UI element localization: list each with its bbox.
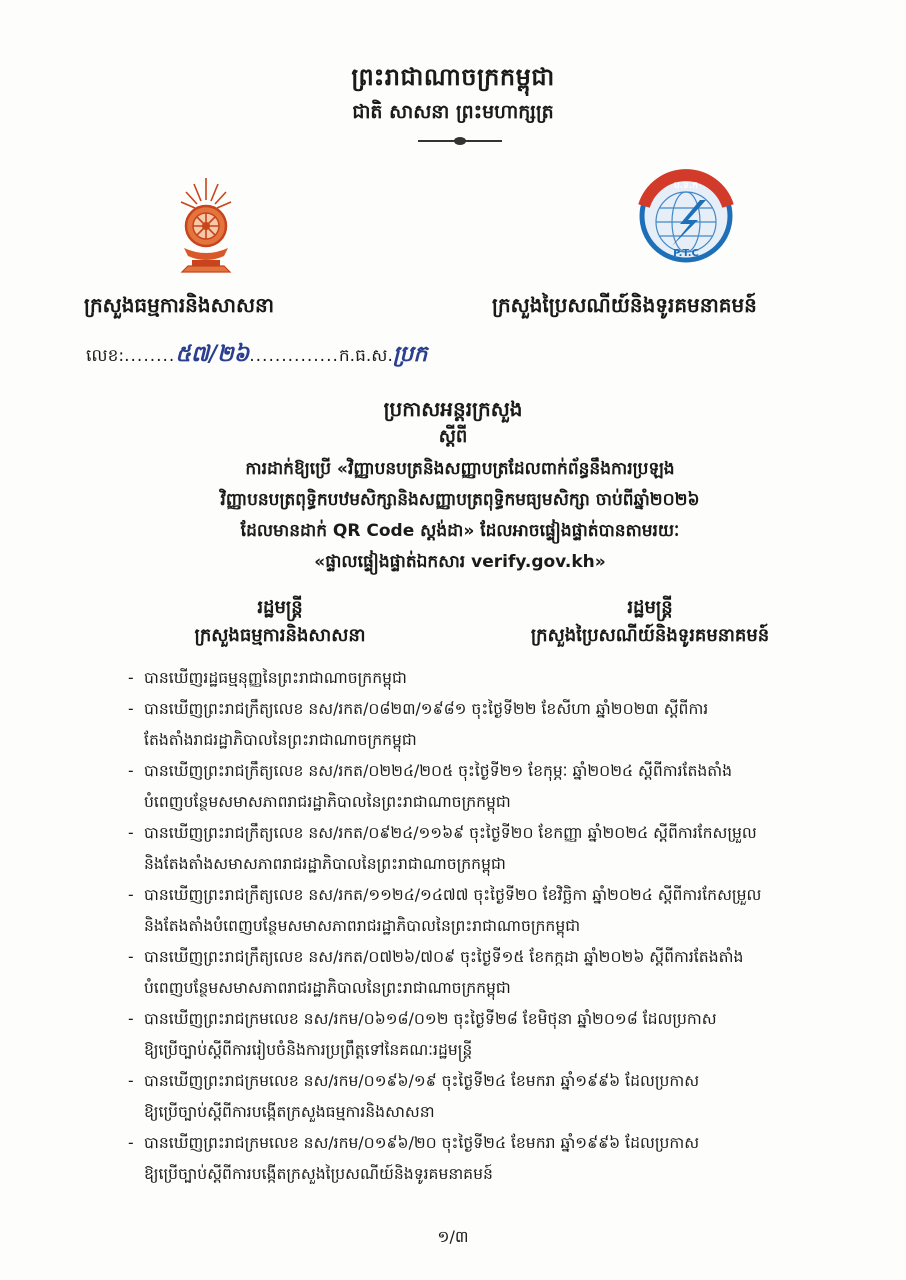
minister-ministry: ក្រសួងប្រៃសណីយ៍និងទូរគមនាគមន៍ — [530, 625, 770, 646]
minister-title: រដ្ឋមន្ត្រី — [627, 597, 673, 618]
reference-line: ឱ្យប្រើច្បាប់ស្តីពីការបង្កើតក្រសួងប្រៃសណីយ៍និងទូរគមនាគមន៍ — [144, 1165, 493, 1183]
minister-ministry: ក្រសួងធម្មការនិងសាសនា — [194, 625, 366, 646]
list-item: - បានឃើញព្រះរាជក្រឹត្យលេខ នស/រកត/០២២៤/២០៥ ចុះថ្ងៃទី២១ ខែកុម្ភៈ ឆ្នាំ២០២៤ ស្តីពីការតែងតាំង បំពេញបន្ថែមសមាសភាពរាជរដ្ឋាភិបាលនៃព្រះរាជាណាចក្រកម្ពុជា — [128, 756, 840, 818]
document-about: ស្តីពី — [438, 426, 468, 447]
reference-handwritten-number: ៥៧/២៦ — [175, 341, 250, 367]
list-item: - បានឃើញព្រះរាជក្រឹត្យលេខ នស/រកត/០៨២៣/១៩៨១ ចុះថ្ងៃទី២២ ខែសីហា ឆ្នាំ២០២៣ ស្តីពីការ តែងតាំងរាជរដ្ឋាភិបាលនៃព្រះរាជាណាចក្រកម្ពុជា — [128, 694, 840, 756]
reference-dots-b: .............. — [249, 346, 339, 366]
reference-line: បានឃើញព្រះរាជក្រមលេខ នស/រកម/០១៩៦/២០ ចុះថ្ងៃទី២៤ ខែមករា ឆ្នាំ១៩៩៦ ដែលប្រកាស — [144, 1134, 700, 1152]
list-item: - បានឃើញព្រះរាជក្រឹត្យលេខ នស/រកត/០៧២៦/៧០៩ ចុះថ្ងៃទី១៥ ខែកក្កដា ឆ្នាំ២០២៦ ស្តីពីការតែងតាំង បំពេញបន្ថែមសមាសភាពរាជរដ្ឋាភិបាលនៃព្រះរាជាណាចក្រកម្ពុជា — [128, 942, 840, 1004]
legal-references-list — [128, 663, 840, 1190]
reference-line: បំពេញបន្ថែមសមាសភាពរាជរដ្ឋាភិបាលនៃព្រះរាជាណាចក្រកម្ពុជា — [144, 979, 511, 997]
reference-dots-a: ........ — [124, 346, 176, 366]
reference-line: និងតែងតាំងសមាសភាពរាជរដ្ឋាភិបាលនៃព្រះរាជាណាចក្រកម្ពុជា — [144, 855, 506, 873]
reference-line: បានឃើញព្រះរាជក្រឹត្យលេខ នស/រកត/០៨២៣/១៩៨១ ចុះថ្ងៃទី២២ ខែសីហា ឆ្នាំ២០២៣ ស្តីពីការ — [144, 700, 709, 718]
reference-line: បានឃើញព្រះរាជក្រឹត្យលេខ នស/រកត/១១២៤/១៤៧៧ ចុះថ្ងៃទី២០ ខែវិច្ឆិកា ឆ្នាំ២០២៤ ស្តីពីការកែសម្រួល — [144, 886, 762, 904]
reference-handwritten-suffix: ប្រក — [392, 341, 428, 367]
reference-suffix: ក.ធ.ស. — [338, 346, 393, 366]
reference-line: ឱ្យប្រើច្បាប់ស្តីពីការរៀបចំនិងការប្រព្រឹត្តទៅនៃគណៈរដ្ឋមន្ត្រី — [144, 1041, 473, 1059]
reference-line: បានឃើញព្រះរាជក្រឹត្យលេខ នស/រកត/០៧២៦/៧០៩ ចុះថ្ងៃទី១៥ ខែកក្កដា ឆ្នាំ២០២៦ ស្តីពីការតែងតាំង — [144, 948, 744, 966]
subject-line: ការដាក់ឱ្យប្រើ «វិញ្ញាបនបត្រនិងសញ្ញាបត្រដែលពាក់ព័ន្ធនឹងការប្រឡង — [245, 459, 675, 479]
list-item: - បានឃើញព្រះរាជក្រមលេខ នស/រកម/០១៩៦/២០ ចុះថ្ងៃទី២៤ ខែមករា ឆ្នាំ១៩៩៦ ដែលប្រកាស ឱ្យប្រើច្បាប់ស្តីពីការបង្កើតក្រសួងប្រៃសណីយ៍និងទូរគមនាគមន៍ — [128, 1128, 840, 1190]
reference-line: បានឃើញព្រះរាជក្រឹត្យលេខ នស/រកត/០៩២៤/១១៦៩ ចុះថ្ងៃទី២០ ខែកញ្ញា ឆ្នាំ២០២៤ ស្តីពីការកែសម្រួល — [144, 824, 757, 842]
subject-line: ដែលមានដាក់ QR Code ស្តង់ដា» ដែលអាចផ្ទៀងផ្ទាត់បានតាមរយៈ — [240, 521, 680, 541]
emblem-bottom-text: P.T.C — [673, 248, 699, 259]
ministry-of-posts-telecom: ក្រសួងប្រៃសណីយ៍និងទូរគមនាគមន៍ — [492, 293, 757, 317]
minister-block-cults — [130, 594, 430, 650]
ministry-of-cults-religion: ក្រសួងធម្មការនិងសាសនា — [84, 293, 275, 317]
reference-line: បានឃើញរដ្ឋធម្មនុញ្ញនៃព្រះរាជាណាចក្រកម្ពុជា — [144, 669, 407, 687]
reference-line: បានឃើញព្រះរាជក្រមលេខ នស/រកម/០៦១៨/០១២ ចុះថ្ងៃទី២៨ ខែមិថុនា ឆ្នាំ២០១៨ ដែលប្រកាស — [144, 1010, 717, 1028]
reference-line: និងតែងតាំងបំពេញបន្ថែមសមាសភាពរាជរដ្ឋាភិបាលនៃព្រះរាជាណាចក្រកម្ពុជា — [144, 917, 581, 935]
subject-line: វិញ្ញាបនបត្រពុទ្ធិកបឋមសិក្សានិងសញ្ញាបត្រពុទ្ធិកមធ្យមសិក្សា ចាប់ពីឆ្នាំ២០២៦ — [220, 490, 700, 510]
reference-line: បានឃើញព្រះរាជក្រមលេខ នស/រកម/០១៩៦/១៩ ចុះថ្ងៃទី២៤ ខែមករា ឆ្នាំ១៩៩៦ ដែលប្រកាស — [144, 1072, 700, 1090]
reference-line: បានឃើញព្រះរាជក្រឹត្យលេខ នស/រកត/០២២៤/២០៥ ចុះថ្ងៃទី២១ ខែកុម្ភៈ ឆ្នាំ២០២៤ ស្តីពីការតែងតាំង — [144, 762, 733, 780]
list-item: - បានឃើញព្រះរាជក្រមលេខ នស/រកម/០១៩៦/១៩ ចុះថ្ងៃទី២៤ ខែមករា ឆ្នាំ១៩៩៦ ដែលប្រកាស ឱ្យប្រើច្បាប់ស្តីពីការបង្កើតក្រសួងធម្មការនិងសាសនា — [128, 1066, 840, 1128]
national-motto: ជាតិ សាសនា ព្រះមហាក្សត្រ — [352, 101, 554, 123]
document-type: ប្រកាសអន្តរក្រសួង — [383, 397, 523, 421]
emblem-top-text: ប.ទ.ក — [674, 181, 698, 191]
dharma-wheel-emblem-icon — [174, 174, 238, 278]
reference-line: ឱ្យប្រើច្បាប់ស្តីពីការបង្កើតក្រសួងធម្មការនិងសាសនា — [144, 1103, 435, 1121]
list-item: - បានឃើញព្រះរាជក្រឹត្យលេខ នស/រកត/១១២៤/១៤៧៧ ចុះថ្ងៃទី២០ ខែវិច្ឆិកា ឆ្នាំ២០២៤ ស្តីពីការកែសម្រួល និងតែងតាំងបំពេញបន្ថែមសមាសភាពរាជរដ្ឋាភិបាលនៃព្រះរាជាណាចក្រកម្ពុជា — [128, 880, 840, 942]
subject-line: «ផ្ទាលផ្ទៀងផ្ទាត់ឯកសារ verify.gov.kh» — [314, 552, 606, 572]
list-item: - បានឃើញរដ្ឋធម្មនុញ្ញនៃព្រះរាជាណាចក្រកម្ពុជា — [128, 663, 840, 694]
minister-title: រដ្ឋមន្ត្រី — [257, 597, 303, 618]
kingdom-title: ព្រះរាជាណាចក្រកម្ពុជា — [351, 63, 555, 91]
ptc-lightning-globe-emblem-icon — [628, 166, 744, 266]
reference-line: តែងតាំងរាជរដ្ឋាភិបាលនៃព្រះរាជាណាចក្រកម្ពុជា — [144, 731, 417, 749]
list-item: - បានឃើញព្រះរាជក្រឹត្យលេខ នស/រកត/០៩២៤/១១៦៩ ចុះថ្ងៃទី២០ ខែកញ្ញា ឆ្នាំ២០២៤ ស្តីពីការកែសម្រួល និងតែងតាំងសមាសភាពរាជរដ្ឋាភិបាលនៃព្រះរាជាណាចក្រកម្ពុជា — [128, 818, 840, 880]
reference-prefix: លេខ: — [86, 346, 125, 366]
header-divider — [418, 140, 502, 142]
document-subject — [110, 454, 810, 578]
reference-number — [86, 340, 427, 372]
page-number: ១/៣ — [437, 1227, 469, 1246]
minister-block-telecom — [470, 594, 830, 650]
list-item: - បានឃើញព្រះរាជក្រមលេខ នស/រកម/០៦១៨/០១២ ចុះថ្ងៃទី២៨ ខែមិថុនា ឆ្នាំ២០១៨ ដែលប្រកាស ឱ្យប្រើច្បាប់ស្តីពីការរៀបចំនិងការប្រព្រឹត្តទៅនៃគណៈរដ្ឋមន្ត្រី — [128, 1004, 840, 1066]
reference-line: បំពេញបន្ថែមសមាសភាពរាជរដ្ឋាភិបាលនៃព្រះរាជាណាចក្រកម្ពុជា — [144, 793, 511, 811]
